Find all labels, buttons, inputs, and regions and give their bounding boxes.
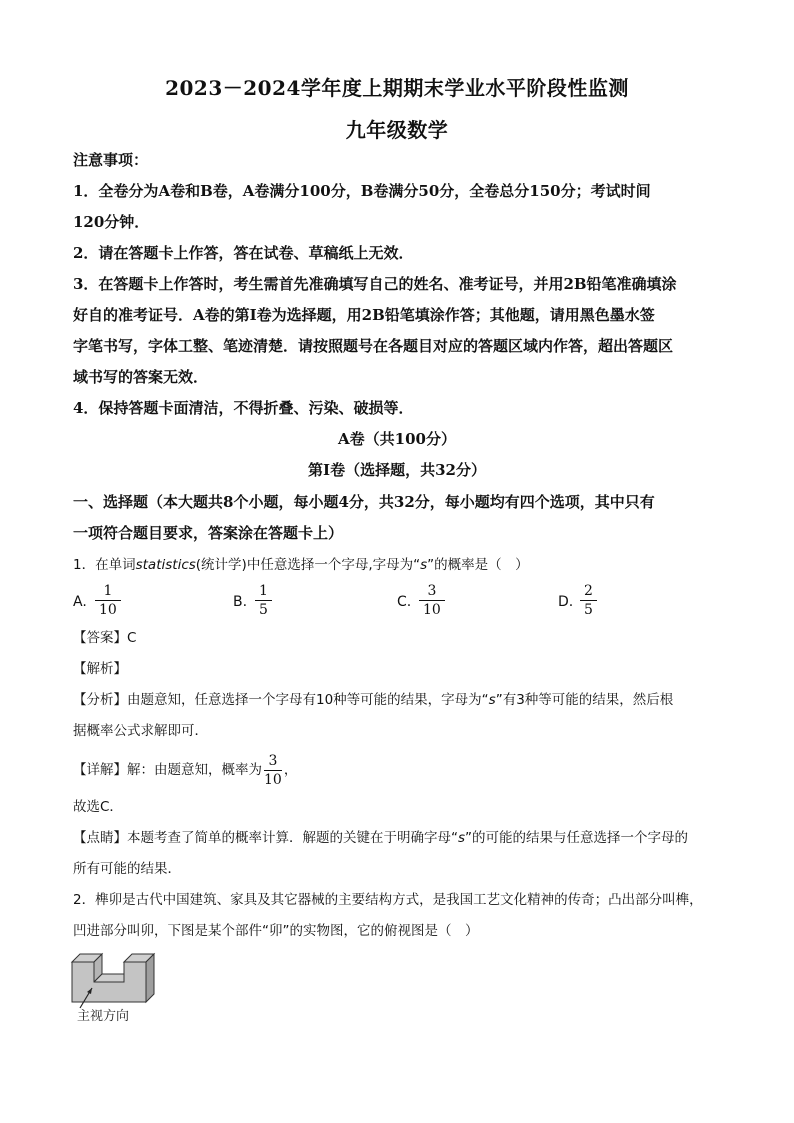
comment-tag: 【点睛】 xyxy=(73,830,127,846)
denominator: 10 xyxy=(99,602,117,618)
q1-answer xyxy=(73,628,723,648)
exam-subtitle: 九年级数学 xyxy=(345,118,449,142)
q1-stem-word: statistics xyxy=(135,557,196,573)
notes-heading: 注意事项： xyxy=(73,151,149,169)
answer-value: C xyxy=(127,630,137,646)
comment-pre: 本题考查了简单的概率计算．解题的关键在于明确字母“ xyxy=(127,830,458,846)
q1-comment-line-2: 所有可能的结果． xyxy=(73,861,181,877)
q2-line-1: 2．榫卯是古代中国建筑、家具及其它器械的主要结构方式，是我国工艺文化精神的传奇；凸出部分叫榫， xyxy=(73,892,703,908)
q1-conclusion: 故选C． xyxy=(73,799,123,815)
denominator: 5 xyxy=(584,602,593,618)
exam-title: 2023－2024学年度上期期末学业水平阶段性监测 xyxy=(165,76,629,100)
comment-post: ”的可能的结果与任意选择一个字母的 xyxy=(465,830,689,846)
detail-tag: 【详解】 xyxy=(73,762,127,778)
fraction xyxy=(255,582,272,619)
q1-stem-letter: s xyxy=(420,557,428,573)
note-1-line-2: 120分钟． xyxy=(73,213,150,231)
q1-fenxi xyxy=(73,690,723,710)
note-3-line-1: 3．在答题卡上作答时，考生需首先准确填写自己的姓名、准考证号，并用2B铅笔准确填涂 xyxy=(73,275,677,293)
numerator: 1 xyxy=(103,583,113,599)
option-letter: C. xyxy=(397,594,412,610)
note-3-line-4: 域书写的答案无效． xyxy=(73,368,209,386)
note-2: 2．请在答题卡上作答，答在试卷、草稿纸上无效． xyxy=(73,244,414,262)
fraction xyxy=(419,582,445,619)
note-3-line-3: 字笔书写，字体工整、笔迹清楚．请按照题号在各题目对应的答题区域内作答，超出答题区 xyxy=(73,337,674,355)
detail-pre: 解：由题意知，概率为 xyxy=(127,762,262,778)
q2-line-2: 凹进部分叫卯，下图是某个部件“卯”的实物图，它的俯视图是（ ） xyxy=(73,923,479,939)
fenxi-post: ”有3种等可能的结果，然后根 xyxy=(495,692,674,708)
option-letter: D. xyxy=(558,594,574,610)
answer-tag: 【答案】 xyxy=(73,630,127,646)
q1-analysis-tag: 【解析】 xyxy=(73,661,127,677)
detail-post: ， xyxy=(283,762,298,778)
question-group-heading-line-1: 一、选择题（本大题共8个小题，每小题4分，共32分，每小题均有四个选项，其中只有 xyxy=(73,493,655,511)
part-1-title: 第Ⅰ卷（选择题，共32分） xyxy=(308,461,486,479)
numerator: 3 xyxy=(427,583,437,599)
detail-fraction xyxy=(264,752,282,789)
fraction xyxy=(580,582,597,619)
figure-label: 主视方向 xyxy=(77,1009,130,1024)
note-3-line-2: 好自的准考证号．A卷的第Ⅰ卷为选择题，用2B铅笔填涂作答；其他题，请用黑色墨水签 xyxy=(73,306,655,324)
q1-comment xyxy=(73,828,723,848)
fenxi-letter: s xyxy=(488,692,496,708)
note-4: 4．保持答题卡面清洁，不得折叠、污染、破损等． xyxy=(73,399,414,417)
numerator: 2 xyxy=(584,583,593,599)
q1-stem-end: ”的概率是（ ） xyxy=(427,557,529,573)
option-letter: A. xyxy=(73,594,87,610)
denominator: 10 xyxy=(423,602,441,618)
q1-stem xyxy=(73,555,723,575)
numerator: 3 xyxy=(268,752,278,769)
q1-detail xyxy=(73,750,723,790)
numerator: 1 xyxy=(259,583,268,599)
option-letter: B. xyxy=(233,594,248,610)
note-1-line-1: 1．全卷分为A卷和B卷，A卷满分100分，B卷满分50分，全卷总分150分；考试时间 xyxy=(73,182,651,200)
q1-stem-pre: 1．在单词 xyxy=(73,557,136,573)
q1-stem-post: (统计学)中任意选择一个字母,字母为“ xyxy=(195,557,421,573)
question-group-heading-line-2: 一项符合题目要求，答案涂在答题卡上） xyxy=(73,524,344,542)
denominator: 10 xyxy=(264,771,282,788)
fraction xyxy=(95,582,121,619)
fenxi-pre: 由题意知，任意选择一个字母有10种等可能的结果，字母为“ xyxy=(127,692,489,708)
q1-fenxi-line-2: 据概率公式求解即可． xyxy=(73,723,208,739)
comment-letter: s xyxy=(458,830,466,846)
denominator: 5 xyxy=(259,602,268,618)
fenxi-tag: 【分析】 xyxy=(73,692,127,708)
section-a-title: A卷（共100分） xyxy=(338,430,456,448)
